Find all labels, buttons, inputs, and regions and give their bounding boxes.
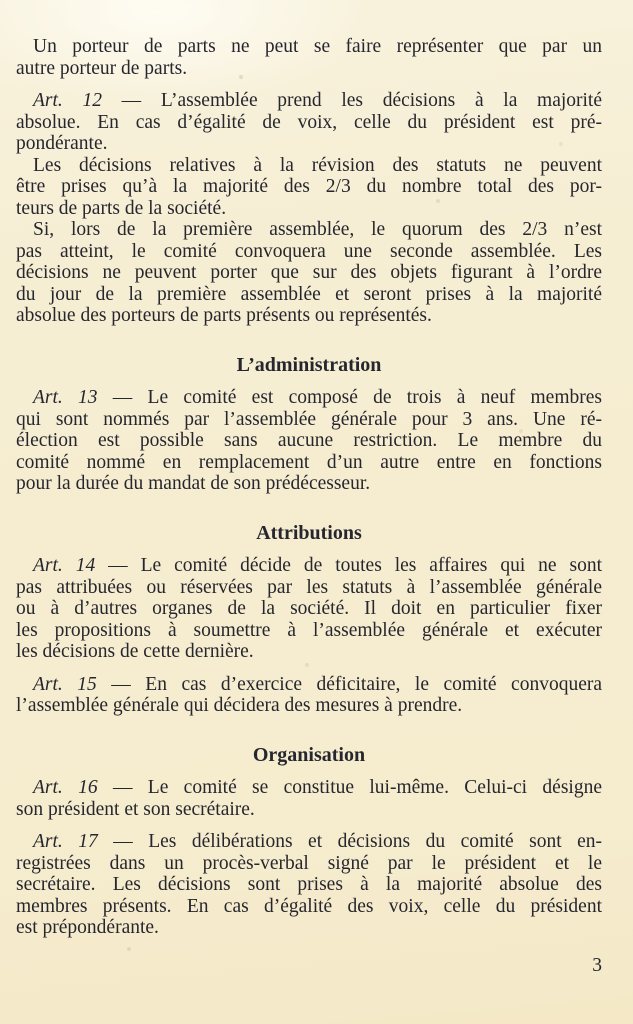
article-paragraph-17 <box>16 831 602 939</box>
article-number: Art. 16 <box>33 777 98 798</box>
section-heading-attributions: Attributions <box>256 521 362 544</box>
text-line: son président et son secrétaire. <box>16 798 255 820</box>
text-line <box>16 777 602 799</box>
text-line: pondérante. <box>16 133 108 154</box>
paragraph <box>16 155 602 220</box>
article-paragraph-13 <box>16 387 602 495</box>
article-number: Art. 15 <box>33 673 97 695</box>
text-line: l’assemblée générale qui décidera des mesures à prendre. <box>16 695 463 716</box>
text-run: — L’assemblée prend les décisions à la majorité <box>121 90 603 111</box>
text-run: — En cas d’exercice déficitaire, le comité convoquera <box>111 673 602 695</box>
text-line <box>16 90 602 112</box>
text-line: membres présents. En cas d’égalité des voix, celle du président <box>16 895 602 917</box>
text-run: — Le comité décide de toutes les affaires qui ne sont <box>108 555 603 576</box>
text-line: teurs de parts de la société. <box>16 197 227 219</box>
text-run: — Le comité se constitue lui-même. Celui-ci désigne <box>112 777 602 798</box>
text-line: absolue. En cas d’égalité de voix, celle du président est pré- <box>16 111 602 133</box>
text-line: Les décisions relatives à la révision des statuts ne peuvent <box>33 154 602 176</box>
text-line <box>16 831 602 853</box>
text-line: les propositions à soumettre à l’assemblée générale et exécuter <box>16 619 602 641</box>
text-line: les décisions de cette dernière. <box>16 641 254 662</box>
article-number: Art. 14 <box>33 555 96 576</box>
section-heading-organisation: Organisation <box>252 743 366 766</box>
article-number: Art. 13 <box>33 387 98 408</box>
page-number: 3 <box>592 954 602 976</box>
text-line: du jour de la première assemblée et seront prises à la majorité <box>16 283 602 305</box>
text-run: — Le comité est composé de trois à neuf membres <box>112 387 602 408</box>
text-line: élection est possible sans aucune restriction. Le membre du <box>16 430 602 451</box>
text-run: — Les délibérations et décisions du comité sont en- <box>113 831 602 852</box>
text-line: pour la durée du mandat de son prédécesseur. <box>16 473 371 494</box>
paragraph <box>16 36 602 79</box>
text-line: décisions ne peuvent porter que sur des objets figurant à l’ordre <box>16 262 602 283</box>
text-line: comité nommé en remplacement d’un autre entre en fonctions <box>16 451 602 473</box>
text-line: qui sont nommés par l’assemblée générale pour 3 ans. Une ré- <box>16 408 602 430</box>
article-paragraph-15 <box>16 674 602 717</box>
text-line: Si, lors de la première assemblée, le quorum des 2/3 n’est <box>33 219 602 240</box>
paragraph <box>16 219 602 327</box>
text-line: Un porteur de parts ne peut se faire représenter que par un <box>33 36 602 57</box>
text-line: autre porteur de parts. <box>16 57 188 79</box>
text-line: registrées dans un procès-verbal signé par le président et le <box>16 852 602 874</box>
text-line: secrétaire. Les décisions sont prises à la majorité absolue des <box>16 874 602 895</box>
text-line: ou à d’autres organes de la société. Il doit en particulier fixer <box>16 598 602 619</box>
section-heading-administration: L’administration <box>236 353 382 376</box>
text-line: absolue des porteurs de parts présents ou représentés. <box>16 305 432 326</box>
text-line <box>16 674 602 696</box>
text-line: être prises qu’à la majorité des 2/3 du nombre total des por- <box>16 176 602 197</box>
article-paragraph-16 <box>16 777 602 820</box>
text-line <box>16 555 602 577</box>
text-line <box>16 387 602 409</box>
text-line: est prépondérante. <box>16 917 159 938</box>
article-paragraph-14 <box>16 555 602 663</box>
text-line: pas atteint, le comité convoquera une seconde assemblée. Les <box>16 240 602 262</box>
article-paragraph-12 <box>16 90 602 155</box>
text-line: pas attribuées ou réservées par les statuts à l’assemblée générale <box>16 576 602 598</box>
article-number: Art. 17 <box>33 831 98 852</box>
article-number: Art. 12 <box>33 90 102 111</box>
